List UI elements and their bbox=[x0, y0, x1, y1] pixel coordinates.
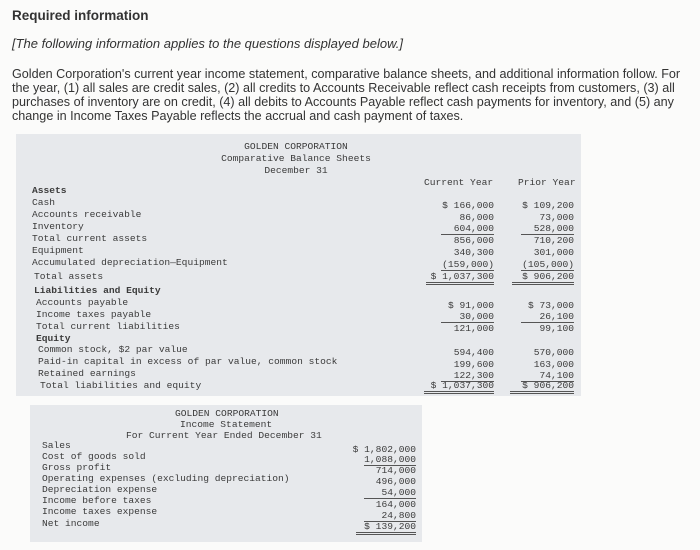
income-statement-title: Income Statement bbox=[180, 419, 273, 430]
row-label: Inventory bbox=[32, 221, 84, 232]
current-value: 122,300 bbox=[441, 370, 494, 382]
prior-value: 73,000 bbox=[539, 212, 574, 223]
current-value: $ 91,000 bbox=[447, 300, 494, 311]
row-label: Total liabilities and equity bbox=[40, 380, 202, 391]
balance-sheet-date: December 31 bbox=[264, 165, 328, 176]
value: 1,088,000 bbox=[364, 454, 416, 465]
row-label: Equipment bbox=[32, 245, 84, 256]
row-label: Income taxes expense bbox=[42, 506, 158, 517]
value: 496,000 bbox=[375, 476, 416, 487]
problem-paragraph: Golden Corporation's current year income statement, comparative balance sheets, and additional information follow. For the year, (1) all sales are credit sales, (2) all credits to Accounts Receivable reflect cash receipts from customers, (3) all purchases of inventory are on credit, (4) all debits to Accounts Payable reflect cash payments for inventory, and (5) any change in Income Taxes Payable reflects the accrual and cash payment of taxes. bbox=[12, 67, 681, 123]
row-label: Income taxes payable bbox=[36, 309, 152, 320]
prior-value: $ 906,200 bbox=[512, 271, 574, 285]
row-label: Retained earnings bbox=[38, 368, 136, 379]
current-value: 121,000 bbox=[453, 323, 494, 334]
current-value: $ 166,000 bbox=[442, 200, 494, 211]
liabilities-equity-heading: Liabilities and Equity bbox=[34, 285, 161, 296]
assets-heading: Assets bbox=[32, 185, 67, 196]
row-label: Net income bbox=[42, 518, 100, 529]
prior-value: 163,000 bbox=[533, 359, 574, 370]
prior-value: 301,000 bbox=[533, 247, 574, 258]
row-label: Accounts receivable bbox=[32, 209, 142, 220]
income-statement-company: GOLDEN CORPORATION bbox=[175, 408, 279, 419]
row-label: Common stock, $2 par value bbox=[38, 344, 188, 355]
row-label: Total current liabilities bbox=[36, 321, 180, 332]
prior-value: $ 906,200 bbox=[510, 380, 574, 394]
value: $ 1,802,000 bbox=[352, 444, 416, 455]
prior-value: 528,000 bbox=[521, 223, 574, 235]
current-value: 199,600 bbox=[453, 359, 494, 370]
current-value: $ 1,037,300 bbox=[424, 380, 494, 394]
income-statement-table bbox=[30, 405, 422, 542]
current-value: 594,400 bbox=[453, 347, 494, 358]
value: 24,800 bbox=[364, 510, 416, 522]
page-heading: Required information bbox=[12, 8, 149, 23]
balance-sheet-company: GOLDEN CORPORATION bbox=[244, 141, 348, 152]
prior-value: 26,100 bbox=[521, 311, 574, 323]
row-label: Cost of goods sold bbox=[42, 451, 146, 462]
row-label: Operating expenses (excluding depreciation) bbox=[42, 473, 290, 484]
value: 164,000 bbox=[375, 499, 416, 510]
equity-heading: Equity bbox=[36, 333, 71, 344]
value: $ 139,200 bbox=[356, 521, 416, 535]
row-label: Accumulated depreciation—Equipment bbox=[32, 257, 228, 268]
row-label: Income before taxes bbox=[42, 495, 152, 506]
value: 714,000 bbox=[375, 465, 416, 476]
balance-sheet-table bbox=[16, 134, 581, 396]
value: 54,000 bbox=[364, 487, 416, 499]
current-value: 856,000 bbox=[453, 235, 494, 246]
prior-value: 74,100 bbox=[521, 370, 574, 382]
balance-sheet-title: Comparative Balance Sheets bbox=[221, 153, 371, 164]
current-value: $ 1,037,300 bbox=[426, 271, 494, 285]
row-label: Total current assets bbox=[32, 233, 148, 244]
current-value: 340,300 bbox=[453, 247, 494, 258]
current-value: 604,000 bbox=[441, 223, 494, 235]
prior-value: 570,000 bbox=[533, 347, 574, 358]
row-label: Sales bbox=[42, 440, 71, 451]
column-header-current: Current Year bbox=[424, 177, 494, 188]
prior-value: 99,100 bbox=[539, 323, 574, 334]
row-label: Total assets bbox=[34, 271, 104, 282]
row-label: Cash bbox=[32, 197, 56, 208]
current-value: 86,000 bbox=[459, 212, 494, 223]
row-label: Depreciation expense bbox=[42, 484, 158, 495]
prior-value: 710,200 bbox=[533, 235, 574, 246]
row-label: Gross profit bbox=[42, 462, 112, 473]
prior-value: $ 73,000 bbox=[527, 300, 574, 311]
row-label: Paid-in capital in excess of par value, common stock bbox=[38, 356, 338, 367]
current-value: 30,000 bbox=[441, 311, 494, 323]
row-label: Accounts payable bbox=[36, 297, 129, 308]
income-statement-period: For Current Year Ended December 31 bbox=[126, 430, 322, 441]
column-header-prior: Prior Year bbox=[518, 177, 576, 188]
current-value: (159,000) bbox=[442, 259, 494, 270]
prior-value: (105,000) bbox=[522, 259, 574, 270]
instruction-note: [The following information applies to the questions displayed below.] bbox=[12, 36, 403, 51]
prior-value: $ 109,200 bbox=[522, 200, 574, 211]
